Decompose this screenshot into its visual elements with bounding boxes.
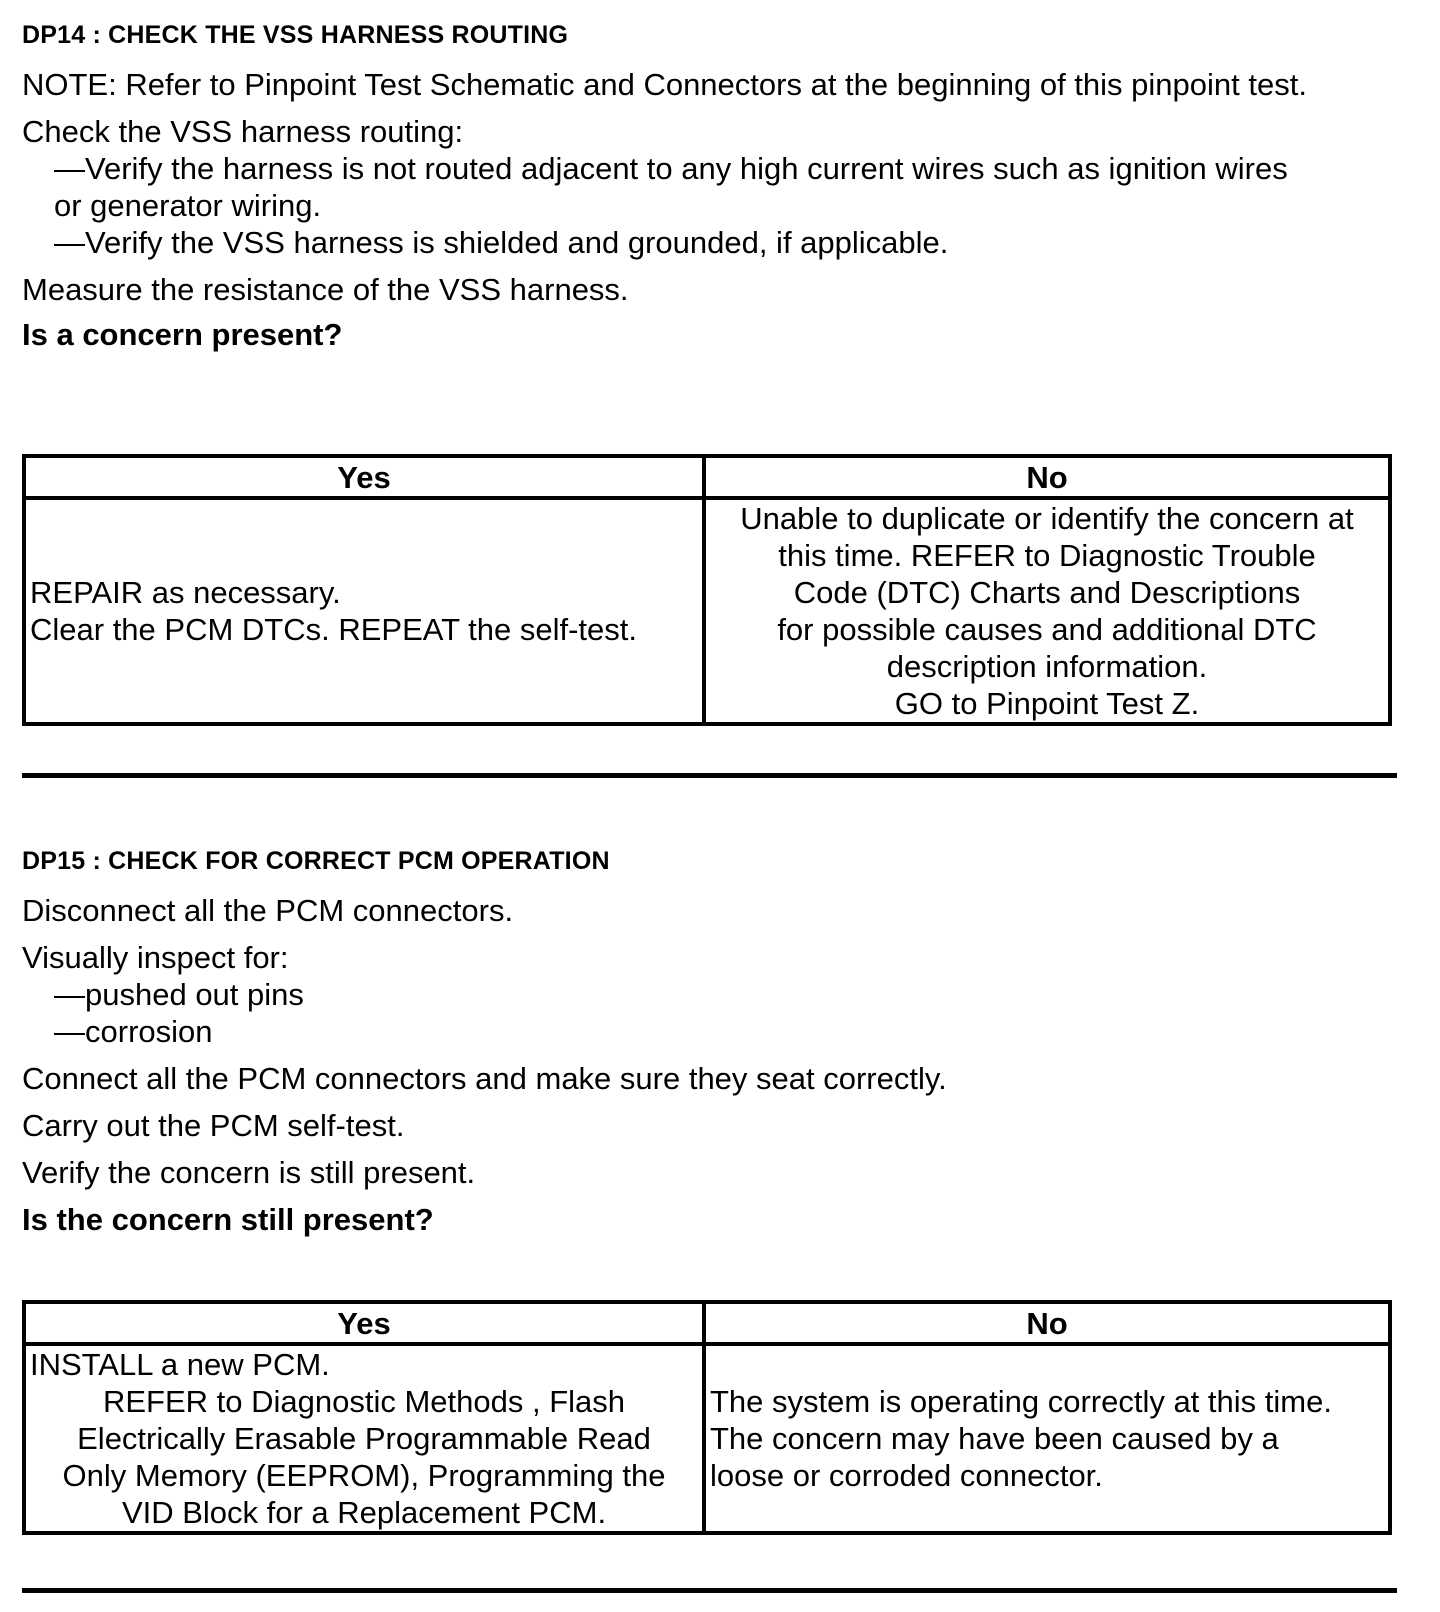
dp14-question: Is a concern present? bbox=[22, 317, 343, 352]
dp15-question: Is the concern still present? bbox=[22, 1202, 434, 1237]
dp14-measure: Measure the resistance of the VSS harness. bbox=[22, 272, 629, 307]
dp15-no-line-3: loose or corroded connector. bbox=[710, 1458, 1103, 1493]
dp15-bullet-2: —corrosion bbox=[54, 1014, 213, 1049]
dp14-table-body-row bbox=[24, 498, 1390, 724]
dp14-note: NOTE: Refer to Pinpoint Test Schematic and Connectors at the beginning of this pinpoint test. bbox=[22, 67, 1307, 102]
dp15-section bbox=[22, 846, 1397, 876]
dp14-yes-line-1: REPAIR as necessary. bbox=[30, 575, 341, 610]
dp14-yes-no-table bbox=[22, 454, 1392, 726]
dp14-check-intro: Check the VSS harness routing: bbox=[22, 114, 464, 149]
dp14-no-line-3: Code (DTC) Charts and Descriptions bbox=[793, 575, 1301, 610]
dp15-table-header-row bbox=[24, 1302, 1390, 1344]
dp15-yes-line-1: INSTALL a new PCM. bbox=[30, 1347, 330, 1382]
dp14-yes-header: Yes bbox=[24, 456, 704, 498]
dp14-no-line-4: for possible causes and additional DTC bbox=[777, 612, 1317, 647]
dp15-yes-line-3: Electrically Erasable Programmable Read bbox=[77, 1421, 651, 1456]
dp15-yes-line-4: Only Memory (EEPROM), Programming the bbox=[62, 1458, 666, 1493]
dp15-step-4: Carry out the PCM self-test. bbox=[22, 1108, 405, 1143]
dp14-bullet-1-line-2: or generator wiring. bbox=[54, 188, 322, 223]
dp15-divider bbox=[22, 1588, 1397, 1593]
dp14-bullet-2: —Verify the VSS harness is shielded and grounded, if applicable. bbox=[54, 225, 949, 260]
dp14-no-cell bbox=[704, 498, 1390, 724]
dp14-no-line-6: GO to Pinpoint Test Z. bbox=[894, 686, 1200, 721]
dp14-yes-cell bbox=[24, 498, 704, 724]
dp15-step-2: Visually inspect for: bbox=[22, 940, 289, 975]
dp15-body bbox=[22, 892, 1397, 1238]
dp15-yes-cell bbox=[24, 1344, 704, 1533]
dp15-yes-line-5: VID Block for a Replacement PCM. bbox=[121, 1495, 607, 1530]
dp14-no-line-5: description information. bbox=[886, 649, 1208, 684]
dp14-no-line-2: this time. REFER to Diagnostic Trouble bbox=[778, 538, 1316, 573]
dp15-table-body-row bbox=[24, 1344, 1390, 1533]
dp15-no-line-2: The concern may have been caused by a bbox=[710, 1421, 1279, 1456]
dp15-bullet-1: —pushed out pins bbox=[54, 977, 304, 1012]
dp14-section bbox=[22, 20, 1397, 50]
dp15-step-3: Connect all the PCM connectors and make sure they seat correctly. bbox=[22, 1061, 947, 1096]
dp14-bullet-1-line-1: —Verify the harness is not routed adjacent to any high current wires such as ignition wires bbox=[54, 151, 1288, 186]
dp14-yes-line-2: Clear the PCM DTCs. REPEAT the self-test. bbox=[30, 612, 637, 647]
dp14-body bbox=[22, 66, 1397, 353]
dp15-step-5: Verify the concern is still present. bbox=[22, 1155, 476, 1190]
dp15-yes-line-2: REFER to Diagnostic Methods , Flash bbox=[102, 1384, 626, 1419]
dp14-table-header-row bbox=[24, 456, 1390, 498]
dp15-no-line-1: The system is operating correctly at this time. bbox=[710, 1384, 1332, 1419]
dp15-no-cell bbox=[704, 1344, 1390, 1533]
dp15-title: DP15 : CHECK FOR CORRECT PCM OPERATION bbox=[22, 847, 610, 875]
dp14-no-line-1: Unable to duplicate or identify the concern at bbox=[740, 501, 1354, 536]
dp15-no-header: No bbox=[704, 1302, 1390, 1344]
dp14-no-header: No bbox=[704, 456, 1390, 498]
dp15-step-1: Disconnect all the PCM connectors. bbox=[22, 893, 514, 928]
dp14-title: DP14 : CHECK THE VSS HARNESS ROUTING bbox=[22, 21, 569, 49]
dp15-yes-no-table bbox=[22, 1300, 1392, 1535]
dp15-yes-header: Yes bbox=[24, 1302, 704, 1344]
dp14-divider bbox=[22, 773, 1397, 778]
